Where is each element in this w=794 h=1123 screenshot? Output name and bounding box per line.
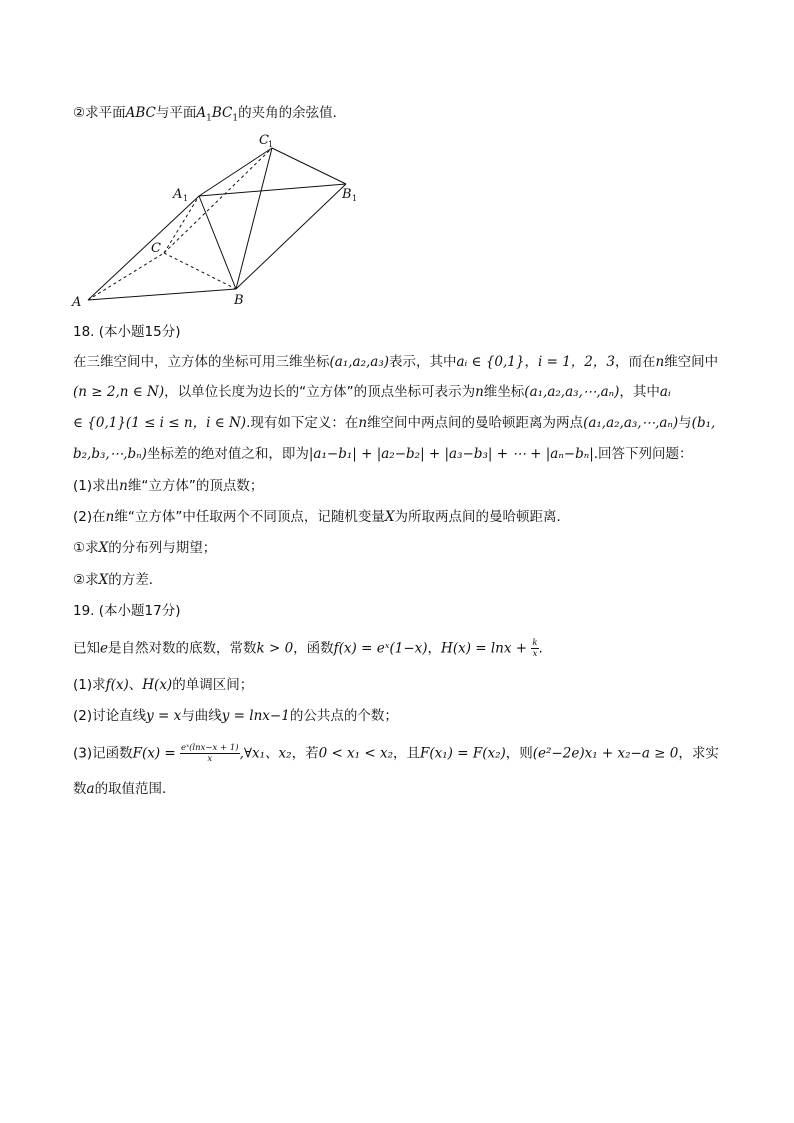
edge-bb1	[236, 184, 346, 289]
prism-figure	[60, 126, 380, 311]
q18-part1: (1)求出n维“立方体”的顶点数；	[73, 478, 264, 494]
q18-header: 18. (本小题15分)	[73, 324, 181, 340]
edge-c1b1	[272, 148, 346, 184]
label-c: C	[151, 241, 161, 256]
function-f: f(x) = eˣ(1−x)	[333, 640, 428, 657]
q17-part2-mid: 与平面	[155, 105, 197, 121]
coord-nd: (a₁,a₂,a₃,⋯,aₙ)	[524, 384, 620, 400]
label-b1: B	[342, 187, 352, 202]
q19-intro: 已知e是自然对数的底数，常数k > 0，函数f(x) = eˣ(1−x)，H(x) = lnx + $\frac{k}{x}$ .	[73, 638, 543, 659]
label-a1: A	[173, 187, 183, 202]
q19-part3: (3)记函数F(x) = $\frac{\text{eˣ(lnx−x + 1)}}{x}$ ,∀x₁、x₂，若0 < x₁ < x₂，且F(x₁) = F(x₂)，则(e²−2e)x₁ + x₂−a ≥ 0，求实	[73, 743, 719, 764]
q19-header: 19. (本小题17分)	[73, 603, 181, 619]
edge-a1c1	[199, 148, 272, 196]
label-b: B	[234, 293, 244, 308]
manhattan-sum: |a₁−b₁| + |a₂−b₂| + |a₃−b₃| + ⋯ + |aₙ−bₙ|	[308, 446, 594, 462]
coord-3d: (a₁,a₂,a₃)	[329, 354, 389, 370]
label-a: A	[72, 295, 82, 310]
fraction-F: $\frac{\text{eˣ(lnx−x + 1)}}{x}$	[181, 743, 239, 764]
label-c1: C	[259, 133, 269, 148]
q17-part2-prefix: ②求平面	[73, 105, 126, 121]
q19-part1: (1)求f(x)、H(x)的单调区间；	[73, 677, 254, 693]
q18-line-1: 在三维空间中，立方体的坐标可用三维坐标(a₁,a₂,a₃)表示，其中aᵢ ∈ {0,1}，i = 1，2，3，而在n维空间中	[73, 354, 719, 370]
q19-part3-cont: 数a的取值范围．	[73, 781, 176, 797]
q18-part2a: ①求X的分布列与期望；	[73, 540, 217, 556]
edge-bc1	[236, 148, 272, 289]
label-a1-sub: 1	[183, 194, 189, 203]
label-b1-sub: 1	[352, 194, 358, 203]
label-c1-sub: 1	[268, 140, 274, 149]
edge-ab	[88, 289, 236, 300]
plane-a1bc1: $A_1BC_1$	[196, 105, 239, 124]
q19-part2: (2)讨论直线y = x与曲线y = lnx−1的公共点的个数；	[73, 708, 398, 724]
q18-line-3: ∈ {0,1}(1 ≤ i ≤ n，i ∈ N).现有如下定义：在n维空间中两点间的曼哈顿距离为两点(a₁,a₂,a₃,⋯,aₙ)与(b₁,	[73, 415, 716, 431]
q18-part2: (2)在n维“立方体”中任取两个不同顶点，记随机变量X为所取两点间的曼哈顿距离．	[73, 509, 570, 525]
q18-part2b: ②求X的方差．	[73, 572, 163, 588]
edge-a1b	[199, 196, 236, 289]
edge-aa1	[88, 196, 199, 300]
function-h: H(x) = lnx +	[441, 640, 532, 657]
q17-part2-line	[73, 103, 346, 123]
q17-part2-suffix: 的夹角的余弦值．	[238, 105, 347, 121]
plane-abc: ABC	[125, 105, 156, 121]
edge-ac	[88, 253, 164, 300]
edge-a1b1	[199, 184, 346, 196]
q18-line-4: b₂,b₃,⋯,bₙ)坐标差的绝对值之和，即为|a₁−b₁| + |a₂−b₂| + |a₃−b₃| + ⋯ + |aₙ−bₙ|.回答下列问题：	[73, 446, 693, 462]
fraction-k-over-x: $\frac{k}{x}$	[532, 638, 538, 659]
q18-line-2: (n ≥ 2,n ∈ N)，以单位长度为边长的“立方体”的顶点坐标可表示为n维坐标(a₁,a₂,a₃,⋯,aₙ)，其中aᵢ	[73, 384, 671, 400]
edge-cb	[164, 253, 236, 289]
